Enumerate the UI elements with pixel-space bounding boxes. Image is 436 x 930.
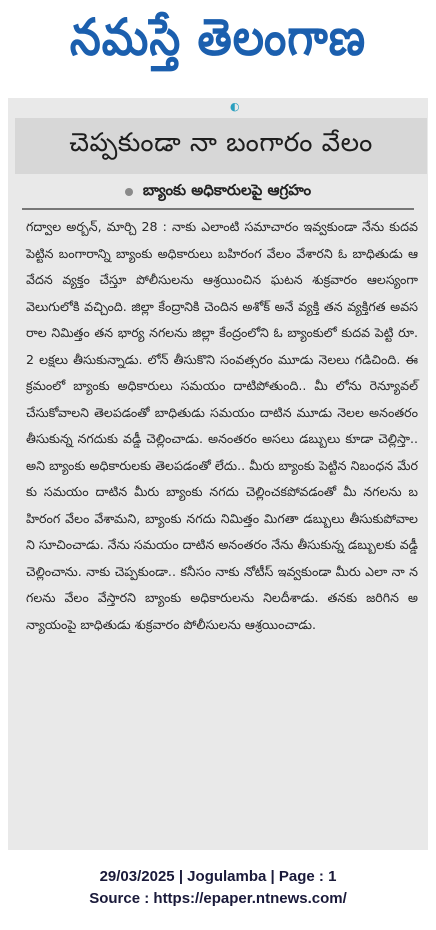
- newspaper-masthead: [20, 8, 416, 80]
- edition-info: 29/03/2025 | Jogulamba | Page : 1: [99, 868, 337, 885]
- article-subheadline: బ్యాంకు అధికారులపై ఆగ్రహం: [142, 181, 312, 199]
- divider-rule: [22, 208, 414, 210]
- subheadline-row: [8, 178, 428, 206]
- drop-mark-icon: ◐: [230, 100, 240, 113]
- article-body: గద్వాల అర్బన్, మార్చి 28 : నాకు ఎలాంటి సమాచారం ఇవ్వకుండా నేను కుదవ పెట్టిన బంగారాన్ని బ్యాంకు అధికారులు బహిరంగ వేలం వేశారని ఓ బాధితుడు ఆవేదన వ్యక్తం చేస్తూ పోలీసులను ఆశ్రయించిన ఘటన శుక్రవారం ఆలస్యంగా వెలుగులోకి వచ్చింది. జిల్లా కేంద్రానికి చెందిన అశోక్ అనే వ్యక్తి తన వ్యక్తిగత అవసరాల నిమిత్తం తన భార్య నగలను జిల్లా కేంద్రంలోని ఓ బ్యాంకులో కుదవ పెట్టి రూ.2 లక్షలు తీసుకున్నాడు. లోన్ తీసుకొని సంవత్సరం మూడు నెలలు గడిచింది. ఈ క్రమంలో బ్యాంకు అధికారులు సమయం దాటిపోతుంది.. మీ లోను రెన్యూవల్ చేసుకోవాలని తెలపడంతో బాధితుడు సమయం దాటిన మూడు నెలల అనంతరం తీసుకున్న నగదుకు వడ్డీ చెల్లించాడు. అనంతరం అసలు డబ్బులు కూడా చెల్లిస్తా.. అని బ్యాంకు అధికారులకు తెలపడంతో లేదు.. మీరు బ్యాంకు పెట్టిన నిబంధన మేరకు సమయం దాటిన మీరు బ్యాంకు నగదు చెల్లించకపోవడంతో మీ నగలను బహిరంగ వేలం వేశామని, బ్యాంకు నగదు నిమిత్తం మిగతా డబ్బులు తీసుకుపోవాలని సూచించాడు. నేను సమయం దాటిన అనంతరం నేను తీసుకున్న డబ్బులకు వడ్డీ చెల్లించాను. నాకు చెప్పకుండా.. కనీసం నాకు నోటీస్ ఇవ్వకుండా మీరు ఎలా నా నగలను వేలం వేస్తారని బ్యాంకు అధికారులను నిలదీశాడు. తనకు జరిగిన అన్యాయంపై బాధితుడు శుక్రవారం పోలీసులను ఆశ్రయించాడు.: [26, 219, 418, 632]
- masthead-logo: నమస్తే తెలంగాణ: [69, 8, 367, 67]
- source-link[interactable]: Source : https://epaper.ntnews.com/: [89, 890, 347, 907]
- article-headline: చెప్పకుండా నా బంగారం వేలం: [69, 128, 373, 158]
- article-clipping: [8, 98, 428, 850]
- page-footer: [0, 866, 436, 910]
- bullet-dot-icon: [125, 188, 133, 196]
- headline-banner: [15, 118, 427, 174]
